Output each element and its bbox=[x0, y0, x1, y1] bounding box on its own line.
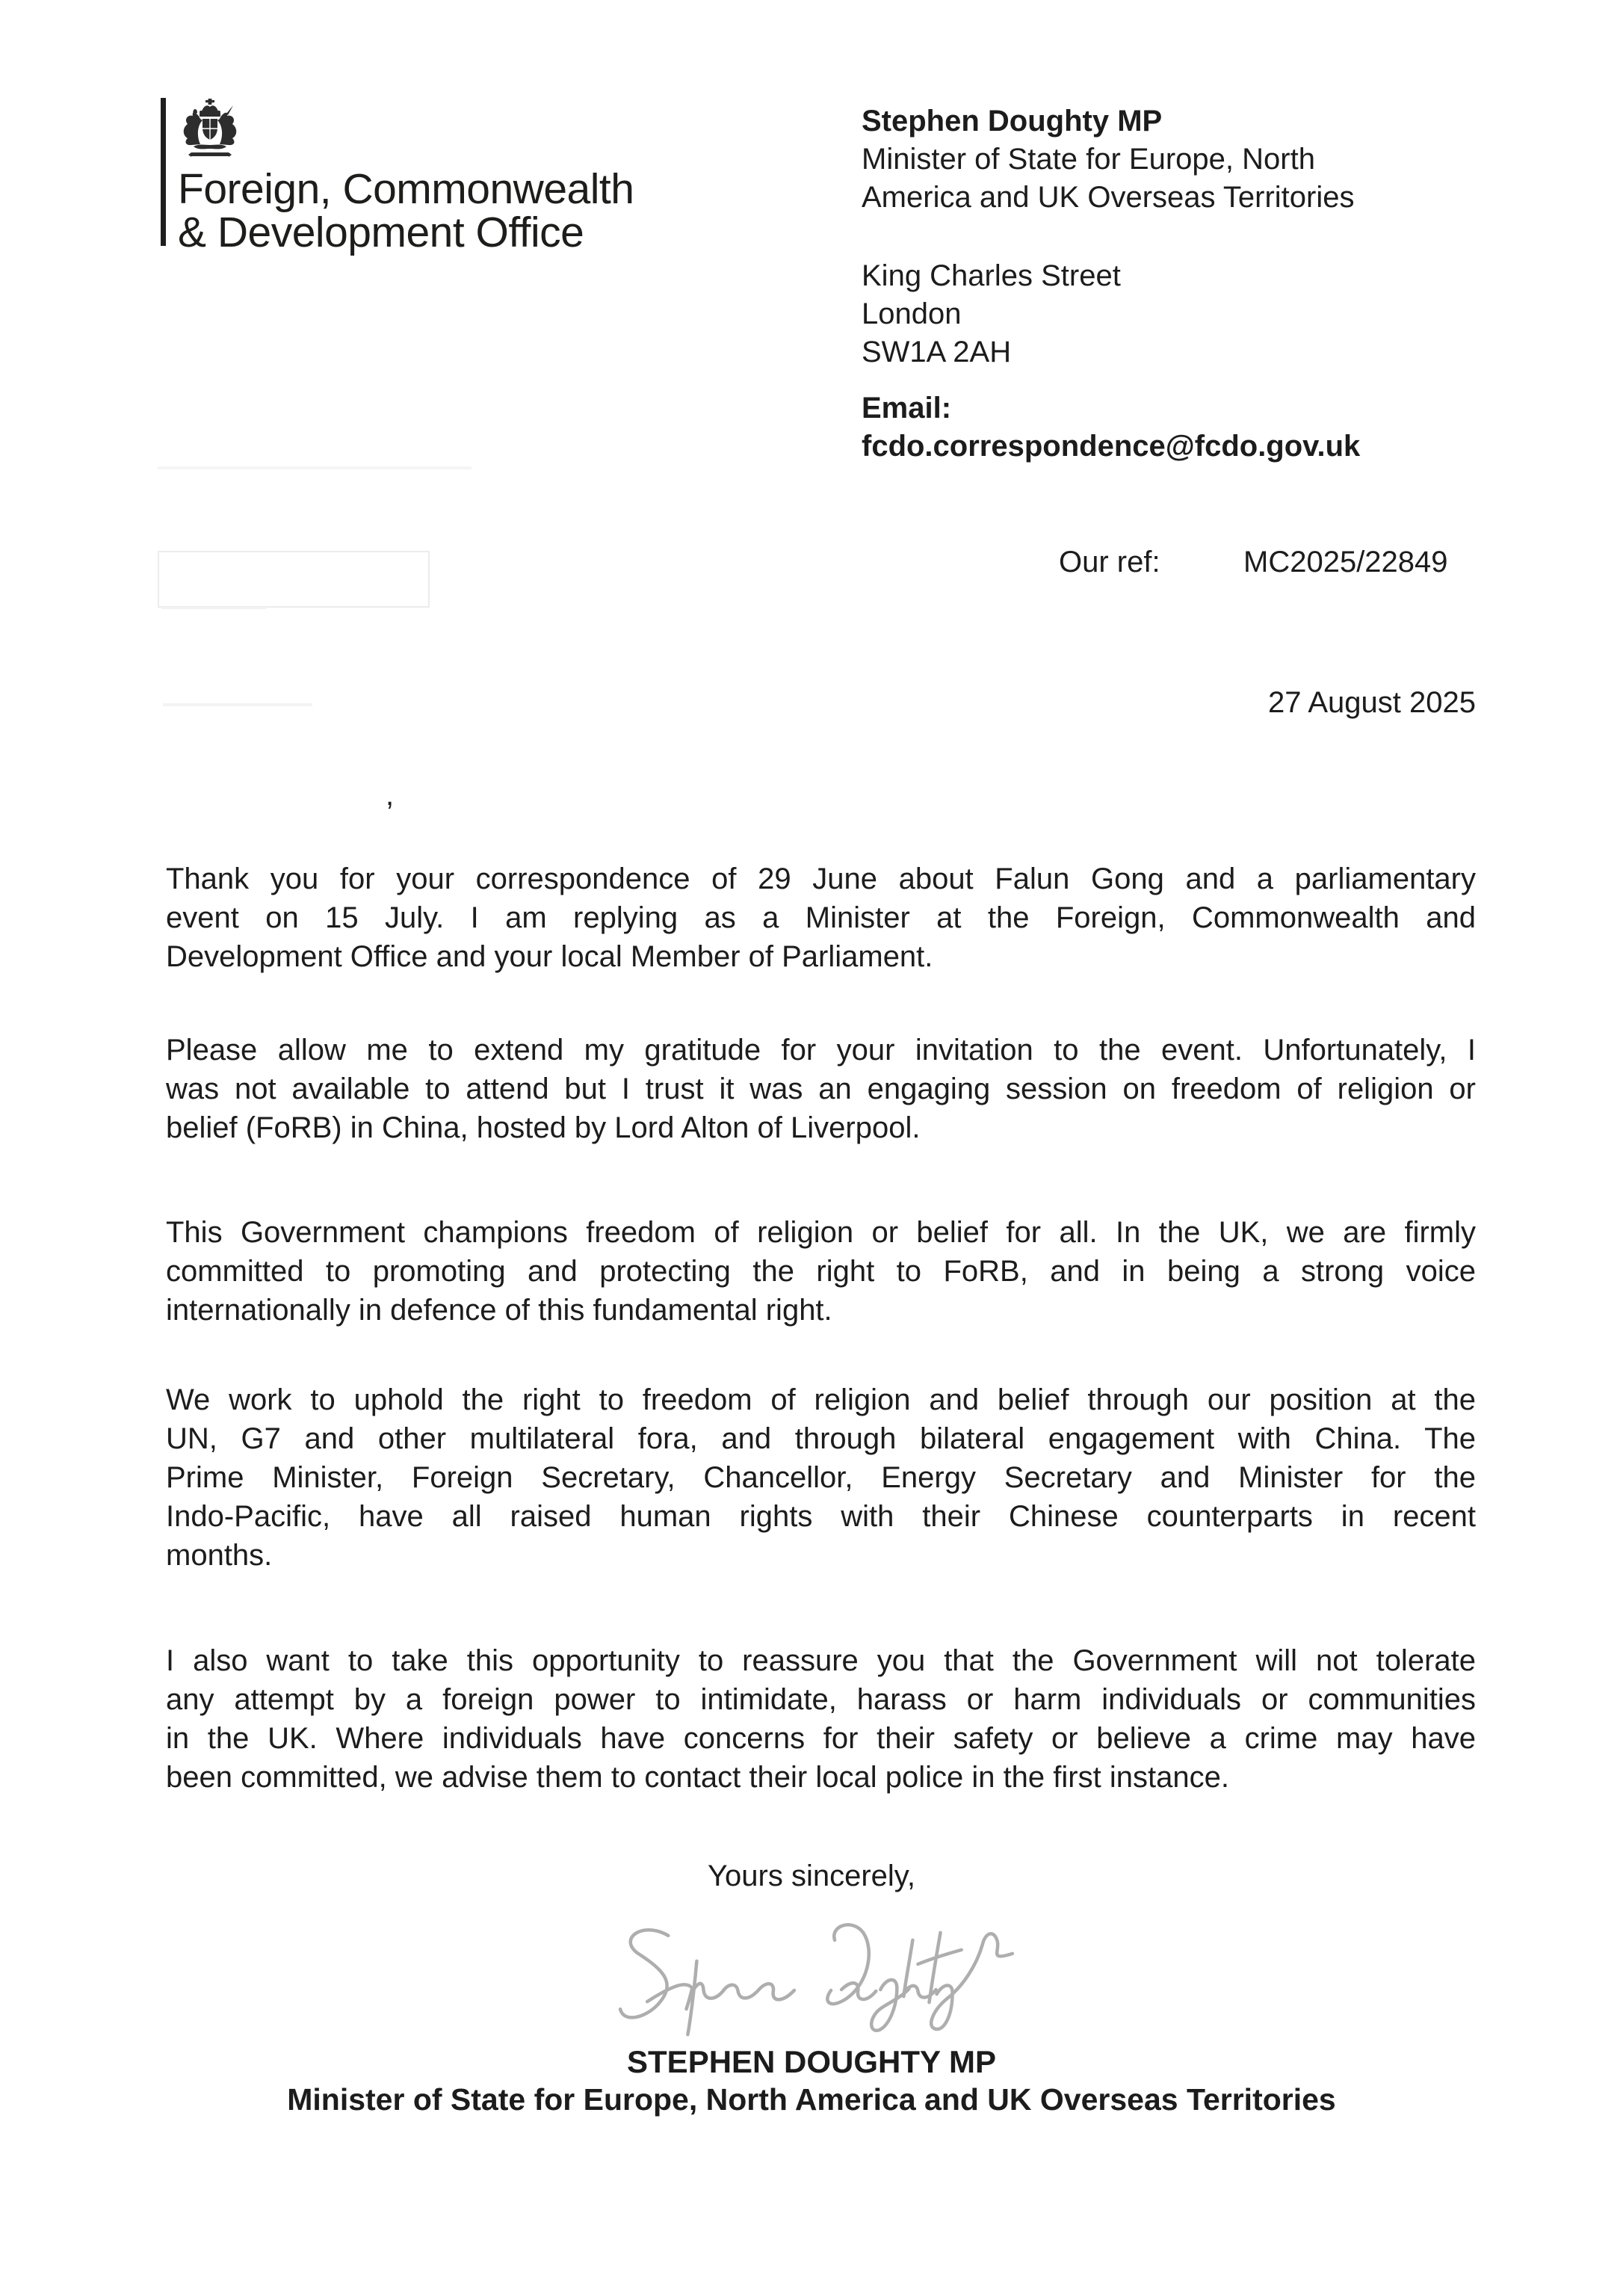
sender-address-street: King Charles Street bbox=[862, 259, 1121, 292]
body-line: Please allow me to extend my gratitude for your invitation to the event. Unfortunately, I bbox=[166, 1034, 1476, 1067]
sender-address-city: London bbox=[862, 297, 962, 330]
body-line: Thank you for your correspondence of 29 June about Falun Gong and a parliamentary bbox=[166, 862, 1476, 895]
body-paragraph bbox=[166, 1380, 1476, 1575]
body-line: months. bbox=[166, 1539, 273, 1572]
body-paragraph bbox=[166, 1213, 1476, 1330]
body-line: been committed, we advise them to contact their local police in the first instance. bbox=[166, 1761, 1229, 1794]
signatory-name: STEPHEN DOUGHTY MP bbox=[627, 2044, 996, 2079]
sender-title-line1: Minister of State for Europe, North bbox=[862, 143, 1315, 176]
sender-contact-block bbox=[862, 102, 1360, 466]
signatory-title: Minister of State for Europe, North America and UK Overseas Territories bbox=[287, 2082, 1336, 2117]
body-line: event on 15 July. I am replying as a Minister at the Foreign, Commonwealth and bbox=[166, 901, 1476, 934]
body-line: Development Office and your local Member of Parliament. bbox=[166, 940, 933, 973]
body-line: was not available to attend but I trust it was an engaging session on freedom of religion or bbox=[166, 1073, 1476, 1105]
sender-title-line2: America and UK Overseas Territories bbox=[862, 181, 1355, 214]
body-line: Prime Minister, Foreign Secretary, Chancellor, Energy Secretary and Minister for the bbox=[166, 1461, 1476, 1494]
handwritten-signature bbox=[604, 1911, 1039, 2040]
department-wordmark bbox=[178, 167, 634, 254]
logo-vertical-bar bbox=[161, 98, 166, 246]
redaction-mark bbox=[158, 466, 472, 469]
email-label: Email: bbox=[862, 392, 952, 425]
department-name-line1: Foreign, Commonwealth bbox=[178, 165, 634, 213]
body-line: I also want to take this opportunity to reassure you that the Government will not tolerate bbox=[166, 1644, 1476, 1677]
signature-block bbox=[0, 2043, 1623, 2118]
body-line: committed to promoting and protecting the right to FoRB, and in being a strong voice bbox=[166, 1255, 1476, 1288]
body-paragraph bbox=[166, 1031, 1476, 1147]
valediction: Yours sincerely, bbox=[708, 1860, 915, 1892]
royal-coat-of-arms-icon bbox=[173, 98, 247, 162]
department-name-line2: & Development Office bbox=[178, 209, 584, 256]
reference-row bbox=[0, 543, 1623, 581]
redaction-mark bbox=[163, 703, 312, 706]
body-paragraph bbox=[166, 860, 1476, 976]
body-line: We work to uphold the right to freedom of religion and belief through our position at the bbox=[166, 1383, 1476, 1416]
reference-value: MC2025/22849 bbox=[1243, 546, 1448, 578]
body-line: any attempt by a foreign power to intimidate, harass or harm individuals or communities bbox=[166, 1683, 1476, 1716]
sender-address-postcode: SW1A 2AH bbox=[862, 336, 1012, 368]
salutation-comma: , bbox=[386, 779, 395, 812]
letter-date: 27 August 2025 bbox=[1267, 686, 1476, 719]
letter-body bbox=[166, 860, 1476, 1797]
body-line: UN, G7 and other multilateral fora, and through bilateral engagement with China. The bbox=[166, 1422, 1476, 1455]
body-line: internationally in defence of this fundamental right. bbox=[166, 1294, 832, 1327]
body-line: Indo-Pacific, have all raised human rights with their Chinese counterparts in recent bbox=[166, 1500, 1476, 1533]
body-line: belief (FoRB) in China, hosted by Lord Alton of Liverpool. bbox=[166, 1111, 921, 1144]
sender-name: Stephen Doughty MP bbox=[862, 105, 1163, 138]
body-paragraph bbox=[166, 1641, 1476, 1797]
redaction-mark bbox=[161, 607, 266, 609]
email-address: fcdo.correspondence@fcdo.gov.uk bbox=[862, 430, 1361, 463]
body-line: in the UK. Where individuals have concerns for their safety or believe a crime may have bbox=[166, 1722, 1476, 1755]
reference-label: Our ref: bbox=[1059, 546, 1160, 578]
body-line: This Government champions freedom of religion or belief for all. In the UK, we are firmly bbox=[166, 1216, 1476, 1249]
